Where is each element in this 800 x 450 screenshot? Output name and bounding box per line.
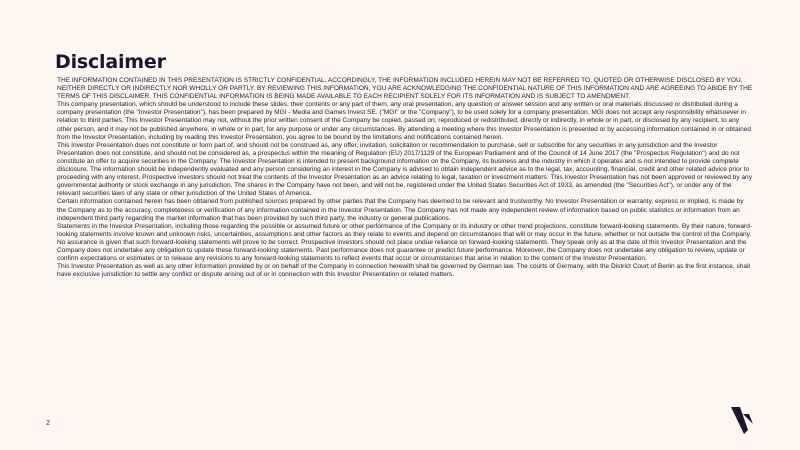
page-number: 2 — [46, 420, 50, 427]
disclaimer-paragraph-no-offer: This Investor Presentation does not constitute or form part of, and should not be construed as, any offer, invitation, solicitation or recommendation to purchase, sell or subscribe for any securities in any jurisdiction and the Investor Presentation does not constitute, and should not be considered as, a prospectus within the meaning of Regulation (EU) 2017/1129 of the European Parliament and of the Council of 14 June 2017 (the "Prospectus Regulation") and do not constitute an offer to acquire securities in the Company. The Investor Presentation is intended to present background information on the Company, its business and the industry in which it operates and is not intended to provide complete disclosure. The information should be independently evaluated and any person considering an interest in the Company is advised to obtain independent advice as to the legal, tax, accounting, financial, credit and other related advice prior to proceeding with any interest. Prospective investors should not treat the contents of the Investor Presentation as an advice relating to legal, taxation or investment matters. This Investor Presentation has not been approved or reviewed by any governmental authority or stock exchange in any jurisdiction. The shares in the Company have not been, and will not be, registered under the United States Securities Act of 1933, as amended (the "Securities Act"), or under any of the relevant securities laws of any state or other jurisdiction of the United States of America. — [57, 141, 752, 198]
page-title: Disclaimer — [55, 51, 166, 73]
brand-logo-icon — [731, 406, 757, 434]
disclaimer-paragraph-third-party-info: Certain information contained herein has been obtained from published sources prepared by other parties that the Company has deemed to be relevant and trustworthy. No Investor Presentation or warranty, express or implied, is made by the Company as to the accuracy, completeness or verification of any information contained in the Investor Presentation. The Company has not made any independent review of information based on public statistics or information from an independent third party regarding the market information that has been provided by such third party, the industry or general publications. — [57, 198, 744, 222]
disclaimer-paragraph-presentation-scope: This company presentation, which should be understood to include these slides, their contents or any part of them, any oral presentation, any question or answer session and any written or oral materials discussed or distributed during a company presentation (the "Investor Presentation"), has been prepared by MGI - Media and Games Invest SE. ("MGI" or the "Company"), to be used solely for a company presentation. MGI does not accept any responsibility whatsoever in relation to third parties. This Investor Presentation may not, without the prior written consent of the Company be copied, passed on, reproduced or redistributed, directly or indirectly, in whole or in part, or disclosed by any recipient, to any other person, and it may not be published anywhere, in whole or in part, for any purpose or under any circumstances. By attending a meeting where this Investor Presentation is presented or by accessing information contained in or obtained from the Investor Presentation, including by reading this Investor Presentation, you agree to be bound by the limitations and notifications contained herein. — [57, 101, 752, 141]
disclaimer-paragraph-forward-looking: Statements in the Investor Presentation, including those regarding the possible or assumed future or other performance of the Company or its industry or other trend projections, constitute forward-looking statements. By their nature, forward-looking statements involve known and unknown risks, uncertainties, assumptions and other factors as they relate to events and depend on circumstances that will or may occur in the future, whether or not outside the control of the Company. No assurance is given that such forward-looking statements will prove to be correct. Prospective investors should not place undue reliance on forward-looking statements. They speak only as at the date of this Investor Presentation and the Company does not undertake any obligation to update these forward-looking statements. Past performance does not guarantee or predict future performance. Moreover, the Company does not undertake any obligation to review, update or confirm expectations or estimates or to release any revisions to any forward-looking statements to reflect events that occur or circumstances that arise in relation to the content of the Investor Presentation. — [57, 222, 753, 263]
disclaimer-paragraph-confidentiality: THE INFORMATION CONTAINED IN THIS PRESENTATION IS STRICTLY CONFIDENTIAL. ACCORDINGLY, THE INFORMATION INCLUDED HEREIN MAY NOT BE REFERRED TO, QUOTED OR OTHERWISE DISCLOSED BY YOU, NEITHER DIRECTLY OR INDIRECTLY NOR WHOLLY OR PARTLY. BY REVIEWING THIS INFORMATION, YOU ARE ACKNOWLEDGING THE CONFIDENTIAL NATURE OF THIS INFORMATION AND ARE AGREEING TO ABIDE BY THE TERMS OF THIS DISCLAIMER. THIS CONFIDENTIAL INFORMATION IS BEING MADE AVAILABLE TO EACH RECIPIENT SOLELY FOR ITS INFORMATION AND IS SUBJECT TO AMENDMENT. — [57, 77, 753, 101]
disclaimer-paragraph-governing-law: This Investor Presentation as well as any other information provided by or on behalf of the Company in connection herewith shall be governed by German law. The courts of Germany, with the District Court of Berlin as the first instance, shall have exclusive jurisdiction to settle any conflict or dispute arising out of or in connection with this Investor Presentation or related matters. — [57, 263, 750, 279]
disclaimer-body — [57, 77, 753, 279]
